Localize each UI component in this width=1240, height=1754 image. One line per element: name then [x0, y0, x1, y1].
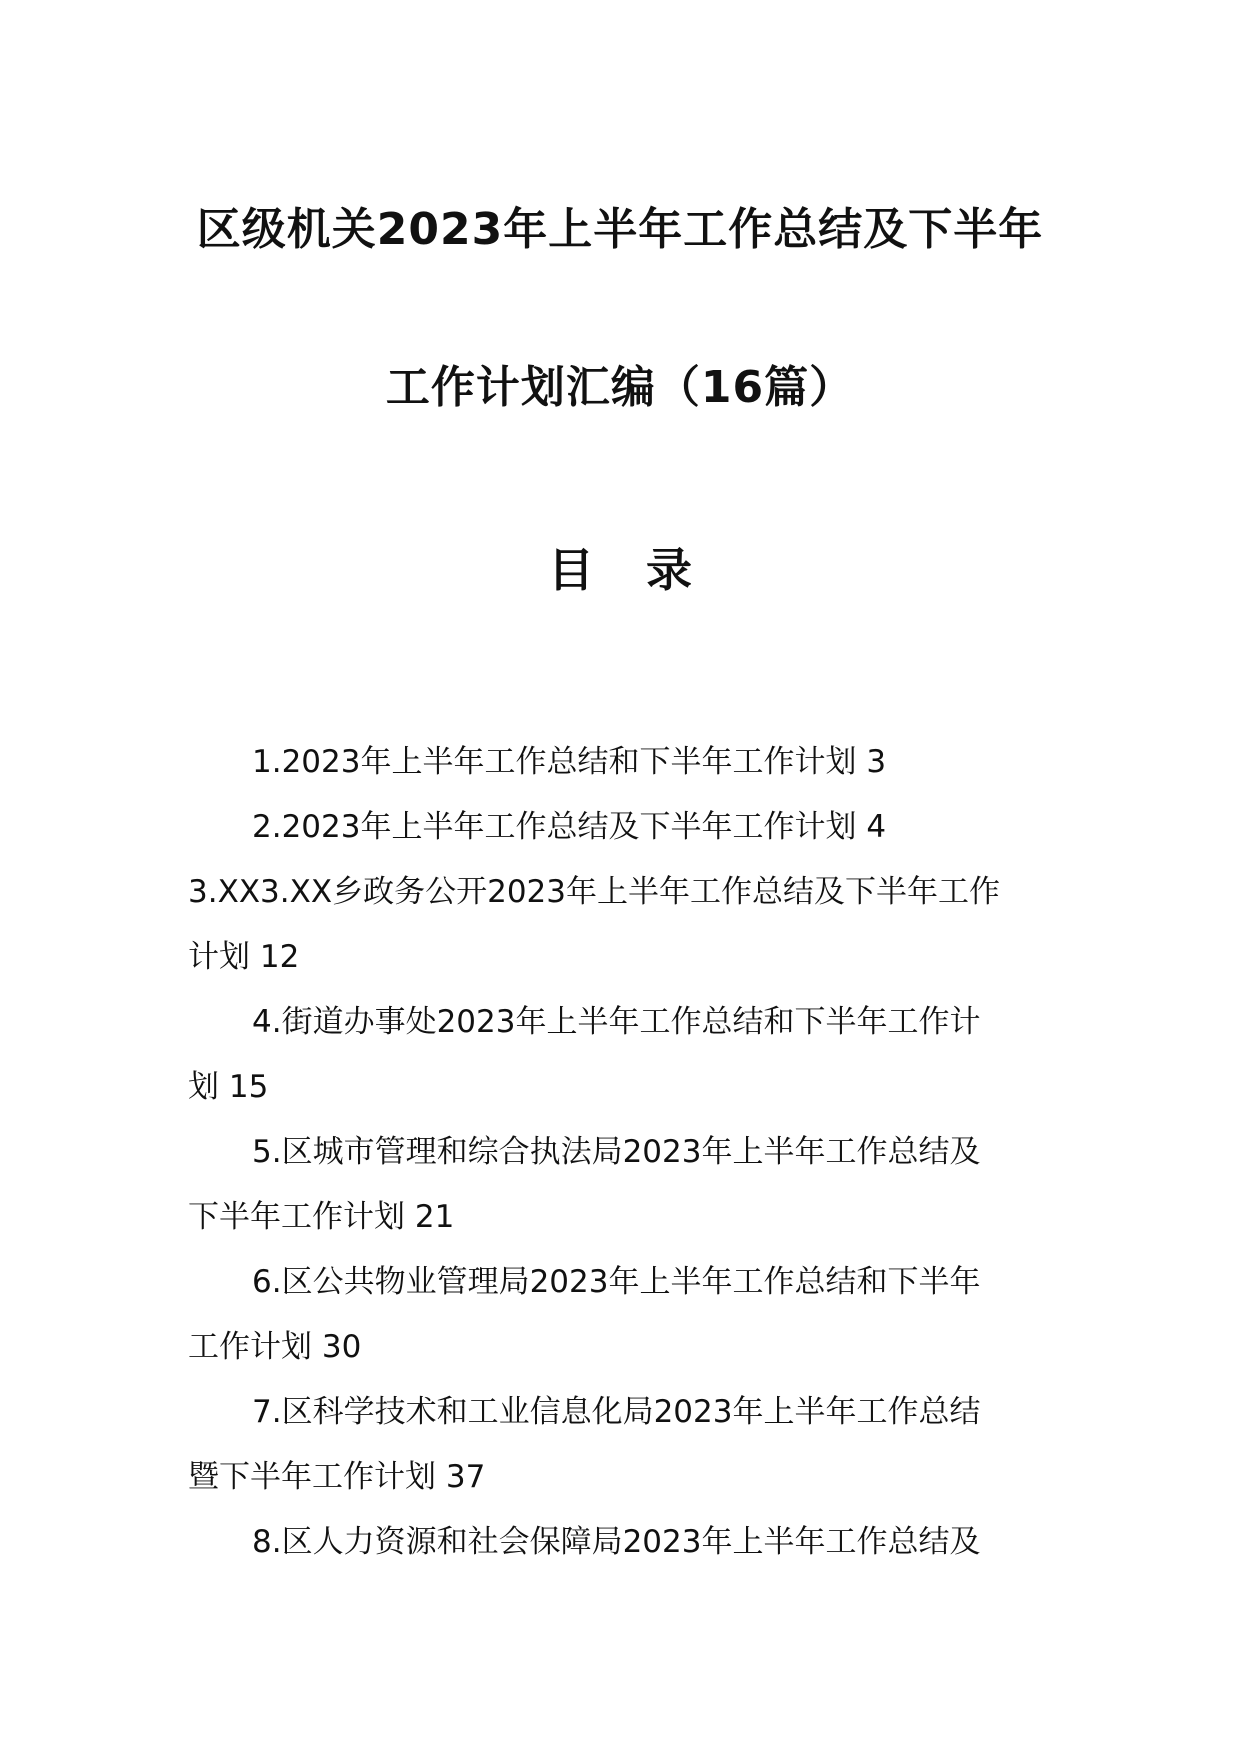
toc-heading: 目 录 [547, 543, 710, 597]
table-of-contents [188, 730, 1056, 1575]
toc-line: 6.区公共物业管理局2023年上半年工作总结和下半年 [252, 1264, 981, 1300]
toc-line: 7.区科学技术和工业信息化局2023年上半年工作总结 [252, 1394, 981, 1430]
toc-line: 5.区城市管理和综合执法局2023年上半年工作总结及 [252, 1134, 981, 1170]
toc-line: 8.区人力资源和社会保障局2023年上半年工作总结及 [252, 1524, 981, 1560]
document-title-line-1: 区级机关2023年上半年工作总结及下半年 [196, 204, 1044, 255]
toc-line: 4.街道办事处2023年上半年工作总结和下半年工作计 [252, 1004, 981, 1040]
toc-line: 工作计划 30 [188, 1329, 362, 1365]
document-title-line-2: 工作计划汇编（16篇） [385, 362, 855, 413]
toc-line: 3.XX3.XX乡政务公开2023年上半年工作总结及下半年工作 [188, 874, 1000, 910]
toc-line: 暨下半年工作计划 37 [188, 1459, 486, 1495]
toc-line: 计划 12 [188, 939, 300, 975]
toc-line: 1.2023年上半年工作总结和下半年工作计划 3 [252, 744, 887, 780]
toc-line: 划 15 [188, 1069, 269, 1105]
toc-line: 2.2023年上半年工作总结及下半年工作计划 4 [252, 809, 887, 845]
toc-line: 下半年工作计划 21 [188, 1199, 455, 1235]
